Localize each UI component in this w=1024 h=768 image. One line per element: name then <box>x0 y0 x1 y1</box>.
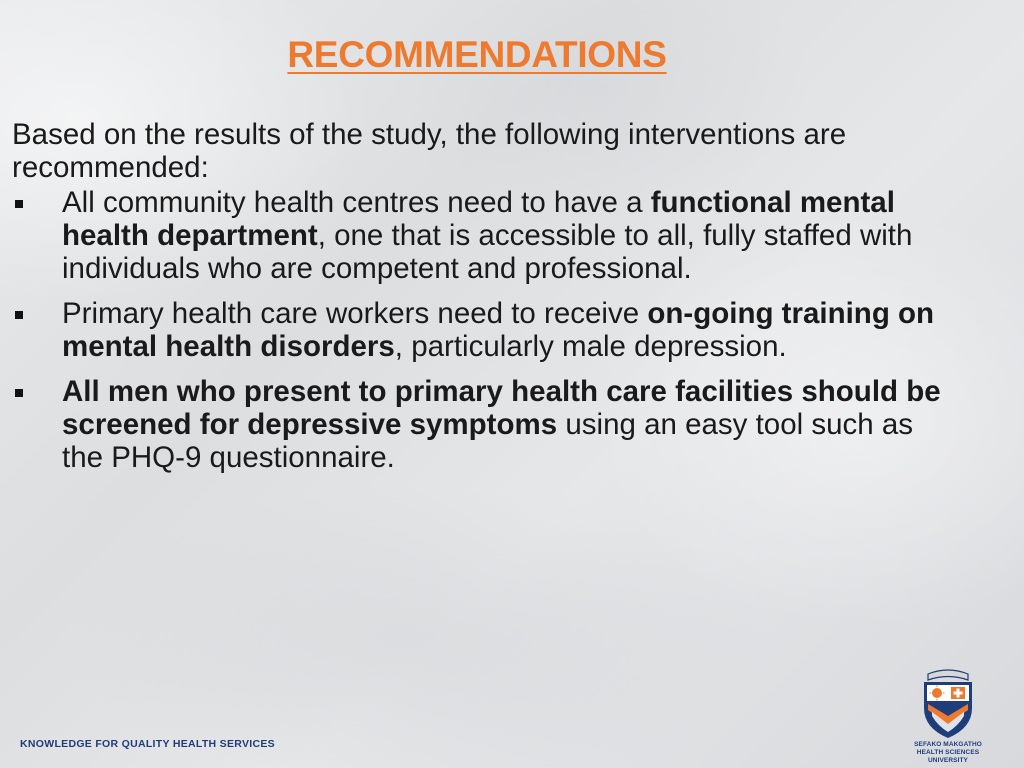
logo-text-line-1: SEFAKO MAKGATHO <box>914 741 982 748</box>
recommendation-text-post: , one that is accessible to all, fully staffed with individuals who are competent and professional. <box>62 219 913 285</box>
recommendation-item <box>12 375 942 474</box>
recommendation-text-bold: All men who present to primary health care facilities should be screened for depressive symptoms <box>62 375 941 441</box>
footer-tagline: KNOWLEDGE FOR QUALITY HEALTH SERVICES <box>20 738 275 750</box>
university-crest-icon <box>918 666 978 740</box>
logo-text <box>896 741 1000 765</box>
slide-title-container <box>0 34 1024 76</box>
recommendation-list <box>12 186 942 474</box>
recommendation-text-bold: functional mental health department <box>62 186 895 252</box>
recommendation-text-pre: All community health centres need to have a <box>62 186 651 219</box>
square-bullet-icon <box>15 311 23 319</box>
university-logo <box>896 666 1000 762</box>
slide-body <box>12 118 942 486</box>
recommendation-text-post: , particularly male depression. <box>394 330 787 363</box>
recommendation-text-pre: Primary health care workers need to receive <box>62 297 648 330</box>
slide-title: RECOMMENDATIONS <box>287 34 667 75</box>
recommendation-text-bold: on-going training on mental health disorders <box>62 297 935 363</box>
intro-text: Based on the results of the study, the following interventions are recommended: <box>12 118 847 184</box>
recommendation-item <box>12 297 942 363</box>
logo-text-line-2: HEALTH SCIENCES UNIVERSITY <box>916 749 980 764</box>
square-bullet-icon <box>15 389 23 397</box>
recommendation-text-post: using an easy tool such as the PHQ-9 questionnaire. <box>62 408 914 474</box>
recommendation-item <box>12 186 942 285</box>
square-bullet-icon <box>15 200 23 208</box>
